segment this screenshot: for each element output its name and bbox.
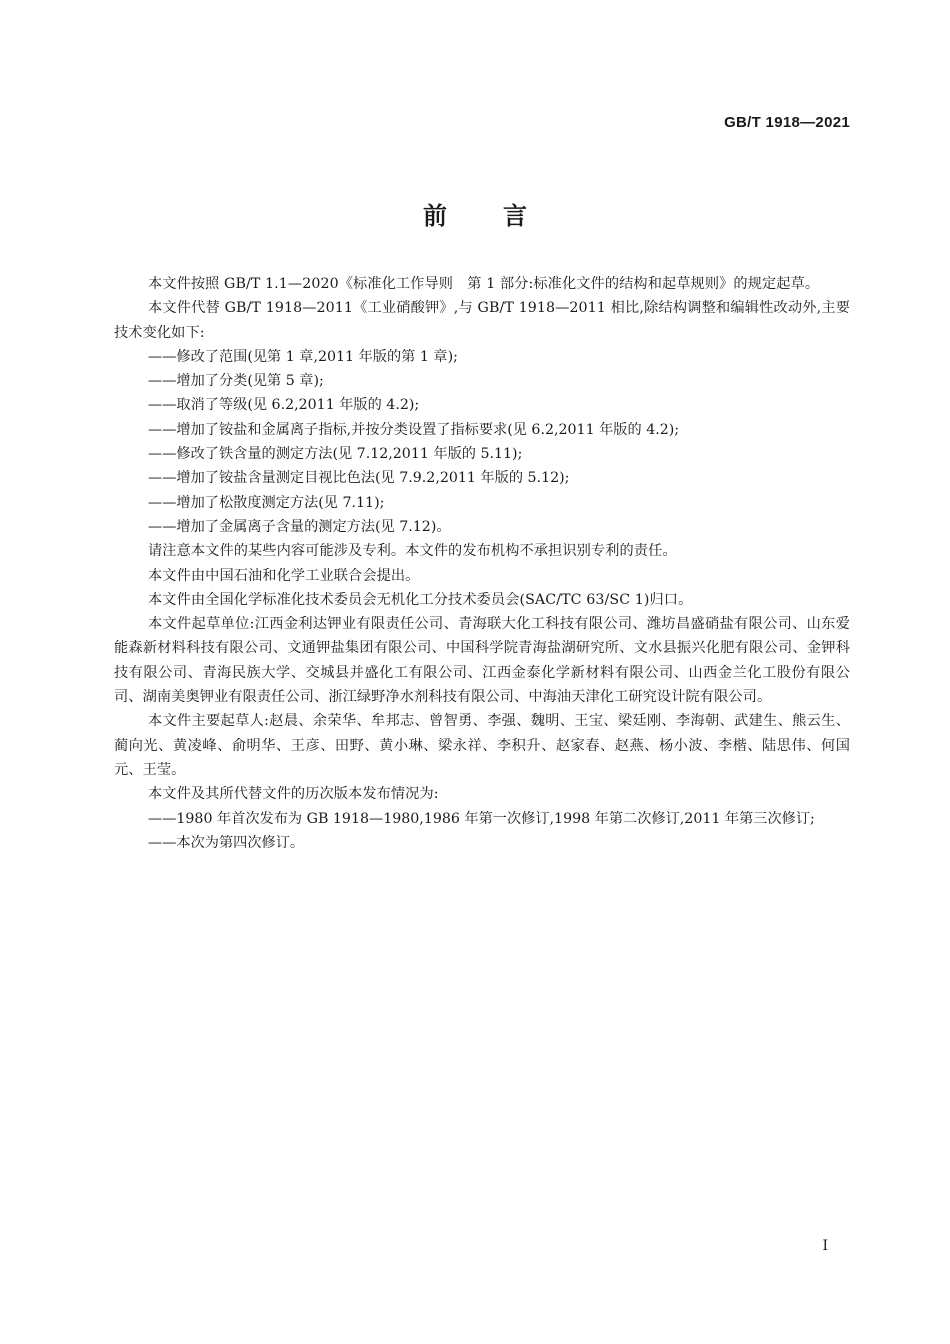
- page-number: I: [822, 1238, 828, 1254]
- list-item: ——增加了分类(见第 5 章);: [148, 373, 324, 390]
- list-item: ——修改了范围(见第 1 章,2011 年版的第 1 章);: [148, 348, 458, 365]
- technical-changes-list: [114, 345, 850, 539]
- list-item: ——增加了金属离子含量的测定方法(见 7.12)。: [148, 518, 451, 535]
- list-item: ——取消了等级(见 6.2,2011 年版的 4.2);: [148, 397, 420, 414]
- paragraph-history-intro: 本文件及其所代替文件的历次版本发布情况为:: [148, 786, 439, 803]
- paragraph-drafting-rules: 本文件按照 GB/T 1.1—2020《标准化工作导则 第 1 部分:标准化文件的结构和起草规则》的规定起草。: [148, 276, 820, 292]
- standard-number: GB/T 1918—2021: [724, 114, 850, 131]
- list-item: ——增加了铵盐含量测定目视比色法(见 7.9.2,2011 年版的 5.12);: [148, 470, 570, 487]
- paragraph-replacement: 本文件代替 GB/T 1918—2011《工业硝酸钾》,与 GB/T 1918—2011 相比,除结构调整和编辑性改动外,主要技术变化如下:: [114, 300, 850, 341]
- paragraph-committee: 本文件由全国化学标准化技术委员会无机化工分技术委员会(SAC/TC 63/SC 1)归口。: [148, 591, 693, 608]
- paragraph-drafting-units: 本文件起草单位:江西金利达钾业有限责任公司、青海联大化工科技有限公司、潍坊昌盛硝盐有限公司、山东爱能森新材料科技有限公司、文通钾盐集团有限公司、中国科学院青海盐湖研究所、文水县振兴化肥有限公司、金钾科技有限公司、青海民族大学、交城县并盛化工有限公司、江西金泰化学新材料有限公司、山西金兰化工股份有限公司、湖南美奥钾业有限责任公司、浙江绿野净水剂科技有限公司、中海油天津化工研究设计院有限公司。: [114, 616, 850, 706]
- paragraph-drafters: 本文件主要起草人:赵晨、余荣华、牟邦志、曾智勇、李强、魏明、王宝、梁廷刚、李海朝、武建生、熊云生、蔺向光、黄凌峰、俞明华、王彦、田野、黄小琳、梁永祥、李积升、赵家春、赵燕、杨小波、李楷、陆思伟、何国元、王莹。: [114, 713, 850, 778]
- foreword-body: [114, 272, 850, 855]
- paragraph-patent-notice: 请注意本文件的某些内容可能涉及专利。本文件的发布机构不承担识别专利的责任。: [148, 543, 677, 560]
- list-item: ——1980 年首次发布为 GB 1918—1980,1986 年第一次修订,1998 年第二次修订,2011 年第三次修订;: [148, 810, 815, 827]
- list-item: ——增加了铵盐和金属离子指标,并按分类设置了指标要求(见 6.2,2011 年版的 4.2);: [148, 421, 680, 438]
- list-item: ——修改了铁含量的测定方法(见 7.12,2011 年版的 5.11);: [148, 446, 523, 463]
- version-history-list: [114, 807, 850, 856]
- page-title: 前言: [423, 202, 583, 230]
- paragraph-proposer: 本文件由中国石油和化学工业联合会提出。: [148, 567, 420, 584]
- list-item: ——增加了松散度测定方法(见 7.11);: [148, 494, 385, 511]
- list-item: ——本次为第四次修订。: [148, 834, 305, 851]
